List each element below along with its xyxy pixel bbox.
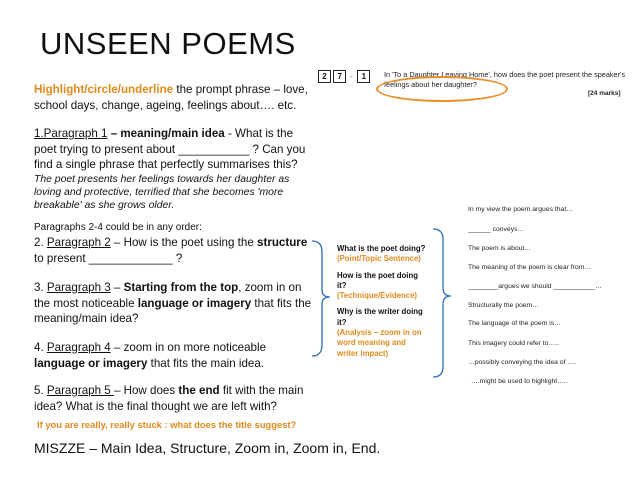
prompt-how [337,271,429,302]
p4-language: language or imagery [34,356,148,370]
p3-text-a: – [110,281,124,294]
footer-mnemonic: MISZZE – Main Idea, Structure, Zoom in, Zoom in, End. [34,440,381,456]
prompt-what [337,244,429,265]
peel-prompts [337,244,429,359]
p2-text-a: – How is the poet using the [110,236,258,249]
page-title: UNSEEN POEMS [40,26,296,61]
question-separator: · [350,72,354,81]
question-digit-3: 1 [357,70,370,83]
p2-label: Paragraph 2 [46,236,111,249]
p3-start-top: Starting from the top [123,281,239,294]
p3-text-e: that fits the meaning/main idea? [34,296,312,326]
starter-10: ….might be used to highlight….. [471,378,568,385]
starter-5: ________argues we should ___________… [468,283,602,290]
prompt-how-question: How is the poet doing it? [337,270,418,290]
starter-6: Structurally the poem… [468,302,540,309]
p5-text-a: – How does [113,384,179,397]
p4-num: 4. [34,341,47,354]
p2-num: 2. [34,236,47,249]
starter-9: …possibly conveying the idea of …. [468,359,577,366]
marks-label: [24 marks] [588,90,621,97]
starter-4: The meaning of the poem is clear from… [468,264,592,271]
p1-example: The poet presents her feelings towards her daughter as loving and protective, terrified that she becomes 'more breakable' as she grows older. [34,174,290,212]
any-order-note: Paragraphs 2-4 could be in any order: [34,222,202,233]
p3-language: language or imagery [137,296,252,310]
p3-text-c: , zoom in on the most noticeable [34,281,302,310]
starter-3: The poem is about… [468,245,532,252]
intro-rest: the prompt phrase – love, school days, change, ageing, feelings about…. etc. [34,83,308,112]
intro-highlight: Highlight/circle/underline [34,83,174,96]
starter-8: This imagery could refer to….. [468,340,560,347]
prompt-why-question: Why is the writer doing it? [337,307,423,327]
p5-text-c: fit with the main idea? What is the final thought we are left with? [34,384,304,413]
p1-label: 1.Paragraph 1 [34,127,108,140]
prompt-why-answer: (Analysis – zoom in on word meaning and writer impact) [337,328,422,358]
p3-num: 3. [34,281,47,294]
p4-text-a: – zoom in on more noticeable [110,341,267,354]
prompt-what-question: What is the poet doing? [337,244,426,253]
p4-label: Paragraph 4 [46,341,111,354]
p5-the-end: the end [178,384,220,397]
p2-text-c: to present _____________ ? [34,251,183,265]
p3-label: Paragraph 3 [46,281,111,294]
starter-1: In my view the poem argues that… [468,206,574,213]
p1-heading: – meaning/main idea [107,127,225,140]
prompt-what-answer: (Point/Topic Sentence) [337,254,421,264]
p4-text-c: that fits the main idea. [147,356,265,370]
p2-structure: structure [257,236,308,249]
p1-text: - What is the poet trying to present about ___________ ? Can you find a single phrase that perfectly summarises this? [34,127,306,172]
p5-num: 5. [34,384,47,397]
exam-question: In 'To a Daughter Leaving Home', how does the poet present the speaker's feelings about her daughter? [384,70,626,89]
starter-2: ______ conveys… [468,226,525,233]
prompt-how-answer: (Technique/Evidence) [337,291,418,301]
question-digit-2: 7 [333,70,346,83]
p5-label: Paragraph 5 [46,384,114,397]
starter-7: The language of the poem is… [468,320,561,327]
stuck-tip: If you are really, really stuck : what does the title suggest? [37,419,297,430]
question-digit-1: 2 [318,70,331,83]
prompt-why [337,307,429,358]
